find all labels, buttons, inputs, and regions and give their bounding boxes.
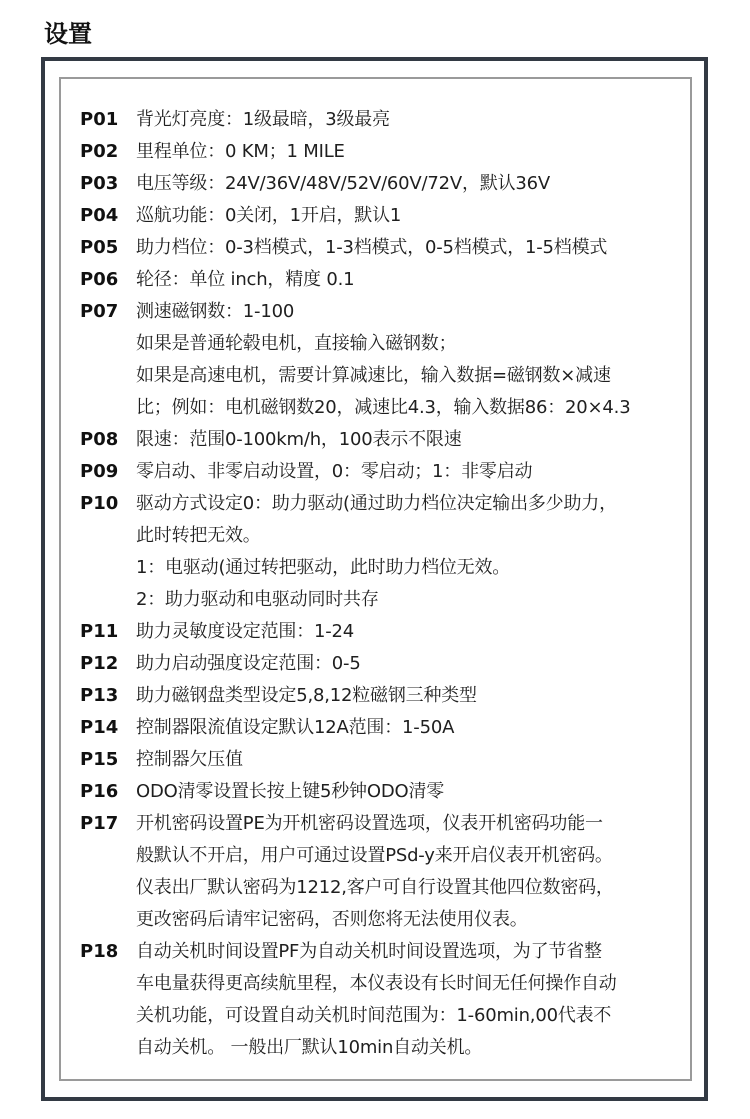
param-code: P03 [80,173,119,194]
param-code: P12 [80,653,119,674]
param-row [80,680,685,712]
param-description-line: 比；例如：电机磁钢数20，减速比4.3，输入数据86：20×4.3 [136,397,631,418]
param-row [80,168,685,200]
param-description-line: 驱动方式设定0：助力驱动(通过助力档位决定输出多少助力， [136,493,617,514]
param-code: P14 [80,717,119,738]
param-row [80,232,685,264]
param-code: P17 [80,813,119,834]
param-description-line: 如果是高速电机，需要计算减速比，输入数据=磁钢数×减速 [136,365,611,386]
param-description-line: 限速：范围0-100km/h，100表示不限速 [136,429,462,450]
param-code: P06 [80,269,119,290]
param-code: P08 [80,429,119,450]
param-row [80,488,685,616]
param-code: P16 [80,781,119,802]
param-code: P07 [80,301,119,322]
param-row [80,776,685,808]
param-row [80,296,685,424]
param-description [136,808,685,936]
param-row [80,712,685,744]
param-description-line: 控制器欠压值 [136,749,243,770]
param-description [136,104,685,136]
param-description-line: 零启动、非零启动设置，0：零启动；1：非零启动 [136,461,533,482]
param-code: P15 [80,749,119,770]
param-row [80,424,685,456]
param-description [136,232,685,264]
param-description-line: ODO清零设置长按上键5秒钟ODO清零 [136,781,445,802]
page-title: 设置 [44,20,92,48]
param-description-line: 此时转把无效。 [136,525,261,546]
param-row [80,456,685,488]
param-description-line: 助力启动强度设定范围：0-5 [136,653,361,674]
param-description [136,264,685,296]
param-description-line: 2：助力驱动和电驱动同时共存 [136,589,379,610]
param-code: P11 [80,621,119,642]
param-row [80,264,685,296]
param-row [80,808,685,936]
param-description-line: 1：电驱动(通过转把驱动，此时助力档位无效。 [136,557,511,578]
param-description [136,712,685,744]
param-description-line: 自动关机。 一般出厂默认10min自动关机。 [136,1037,483,1058]
param-row [80,744,685,776]
settings-panel [41,57,708,1101]
param-row [80,936,685,1064]
param-description [136,616,685,648]
param-description [136,456,685,488]
param-row [80,648,685,680]
param-code: P10 [80,493,119,514]
param-description [136,776,685,808]
param-description [136,136,685,168]
param-description-line: 车电量获得更高续航里程，本仪表设有长时间无任何操作自动 [136,973,617,994]
param-description [136,424,685,456]
settings-inner-frame [59,77,692,1081]
param-code: P09 [80,461,119,482]
param-code: P05 [80,237,119,258]
param-description-line: 测速磁钢数：1-100 [136,301,295,322]
param-description-line: 关机功能，可设置自动关机时间范围为：1-60min,00代表不 [136,1005,612,1026]
param-code: P18 [80,941,119,962]
param-description [136,680,685,712]
param-code: P13 [80,685,119,706]
param-description-line: 巡航功能：0关闭，1开启，默认1 [136,205,402,226]
param-description-line: 里程单位：0 KM；1 MILE [136,141,345,162]
param-description-line: 自动关机时间设置PF为自动关机时间设置选项，为了节省整 [136,941,602,962]
param-description-line: 助力档位：0-3档模式，1-3档模式，0-5档模式，1-5档模式 [136,237,608,258]
param-code: P01 [80,109,119,130]
param-description-line: 轮径：单位 inch，精度 0.1 [136,269,355,290]
param-code: P04 [80,205,119,226]
param-description-line: 助力灵敏度设定范围：1-24 [136,621,355,642]
param-row [80,136,685,168]
param-description-line: 更改密码后请牢记密码，否则您将无法使用仪表。 [136,909,528,930]
param-description [136,168,685,200]
param-code: P02 [80,141,119,162]
param-description [136,200,685,232]
param-description-line: 般默认不开启，用户可通过设置PSd-y来开启仪表开机密码。 [136,845,613,866]
parameter-list [80,104,685,1064]
param-description-line: 电压等级：24V/36V/48V/52V/60V/72V，默认36V [136,173,551,194]
param-description-line: 控制器限流值设定默认12A范围：1-50A [136,717,455,738]
param-description-line: 仪表出厂默认密码为1212,客户可自行设置其他四位数密码， [136,877,614,898]
param-row [80,200,685,232]
param-description [136,936,685,1064]
param-row [80,616,685,648]
param-description [136,488,685,616]
param-description [136,296,685,424]
param-description-line: 如果是普通轮毂电机，直接输入磁钢数； [136,333,457,354]
param-description-line: 助力磁钢盘类型设定5,8,12粒磁钢三种类型 [136,685,477,706]
param-description-line: 开机密码设置PE为开机密码设置选项，仪表开机密码功能一 [136,813,603,834]
param-description [136,648,685,680]
param-description [136,744,685,776]
param-row [80,104,685,136]
param-description-line: 背光灯亮度：1级最暗，3级最亮 [136,109,390,130]
